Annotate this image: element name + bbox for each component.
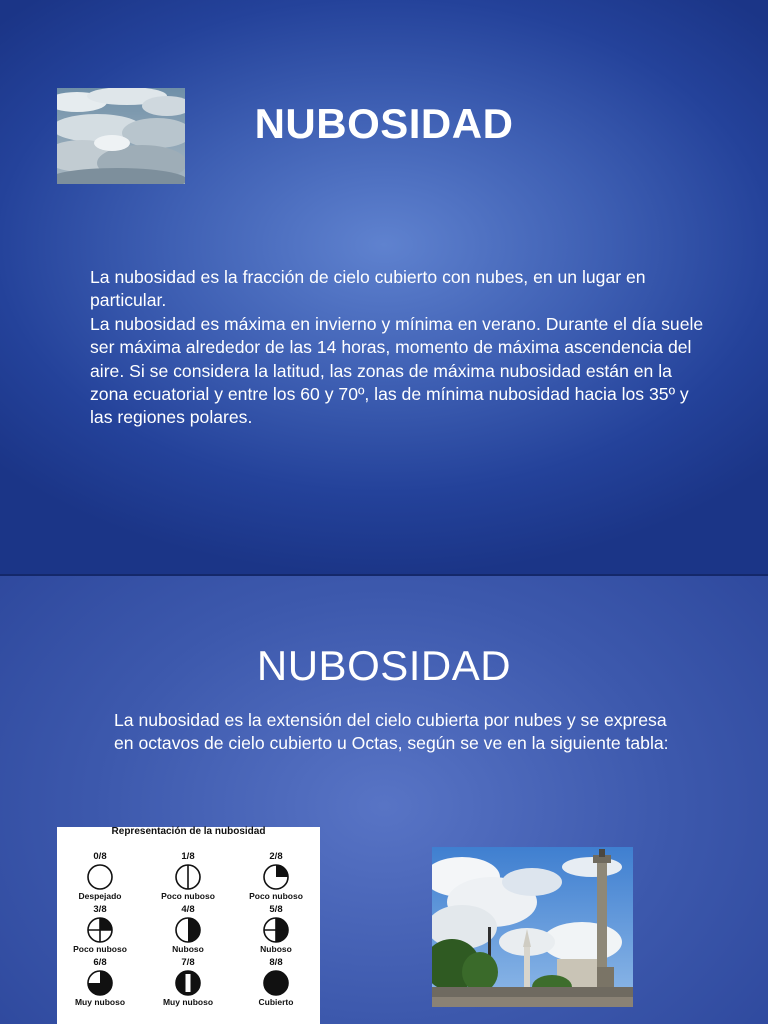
octa-fraction: 1/8 — [181, 851, 195, 862]
octa-cell — [60, 958, 140, 1007]
octa-cell — [60, 905, 140, 954]
octa-fraction: 3/8 — [93, 904, 107, 915]
octa-symbol-icon — [174, 863, 202, 891]
octa-symbol-icon — [262, 916, 290, 944]
octa-symbol-icon — [86, 969, 114, 997]
octa-label: Despejado — [78, 891, 122, 901]
slide-2-body: La nubosidad es la extensión del cielo cubierta por nubes y se expresa en octavos de cielo cubierto u Octas, según se ve en la siguiente tabla: — [114, 710, 669, 754]
slide-1-body — [90, 266, 708, 430]
octa-symbol-icon — [86, 916, 114, 944]
slide-2-title: NUBOSIDAD — [256, 642, 512, 689]
octa-cell — [236, 958, 316, 1007]
octa-symbol-icon — [174, 916, 202, 944]
octa-cell — [236, 852, 316, 901]
octa-label: Poco nuboso — [249, 891, 303, 901]
octa-label: Cubierto — [258, 997, 294, 1007]
octa-label: Poco nuboso — [73, 944, 127, 954]
octas-table — [57, 827, 320, 1024]
octa-fraction: 0/8 — [93, 851, 107, 862]
slide-1-title: NUBOSIDAD — [254, 100, 514, 147]
octa-label: Nuboso — [172, 944, 204, 954]
octa-label: Nuboso — [260, 944, 292, 954]
octa-label: Poco nuboso — [161, 891, 215, 901]
octa-fraction: 2/8 — [269, 851, 283, 862]
octa-cell — [148, 905, 228, 954]
octas-table-title: Representación de la nubosidad — [111, 826, 266, 837]
slide-2 — [0, 576, 768, 1024]
octa-symbol-icon — [262, 863, 290, 891]
octa-cell — [148, 852, 228, 901]
octa-label: Muy nuboso — [162, 997, 214, 1007]
octa-symbol-icon — [174, 969, 202, 997]
octa-fraction: 8/8 — [269, 957, 283, 968]
monument-photo — [432, 847, 633, 1007]
octa-cell — [148, 958, 228, 1007]
octa-fraction: 5/8 — [269, 904, 283, 915]
body-paragraph-2: La nubosidad es máxima en invierno y mínima en verano. Durante el día suele ser máxima alrededor de las 14 horas, momento de máxima ascendencia del aire. Si se considera la latitud, las zonas de máxima nubosidad están en la zona ecuatorial y entre los 60 y 70º, las de mínima nubosidad hacia los 35º y las regiones polares. — [90, 313, 704, 428]
octa-fraction: 6/8 — [93, 957, 107, 968]
octa-fraction: 7/8 — [181, 957, 195, 968]
octa-symbol-icon — [86, 863, 114, 891]
octa-cell — [236, 905, 316, 954]
body-paragraph-1: La nubosidad es la fracción de cielo cubierto con nubes, en un lugar en particular. — [90, 267, 646, 311]
octa-cell — [60, 852, 140, 901]
octa-label: Muy nuboso — [74, 997, 126, 1007]
octa-symbol-icon — [262, 969, 290, 997]
octa-fraction: 4/8 — [181, 904, 195, 915]
